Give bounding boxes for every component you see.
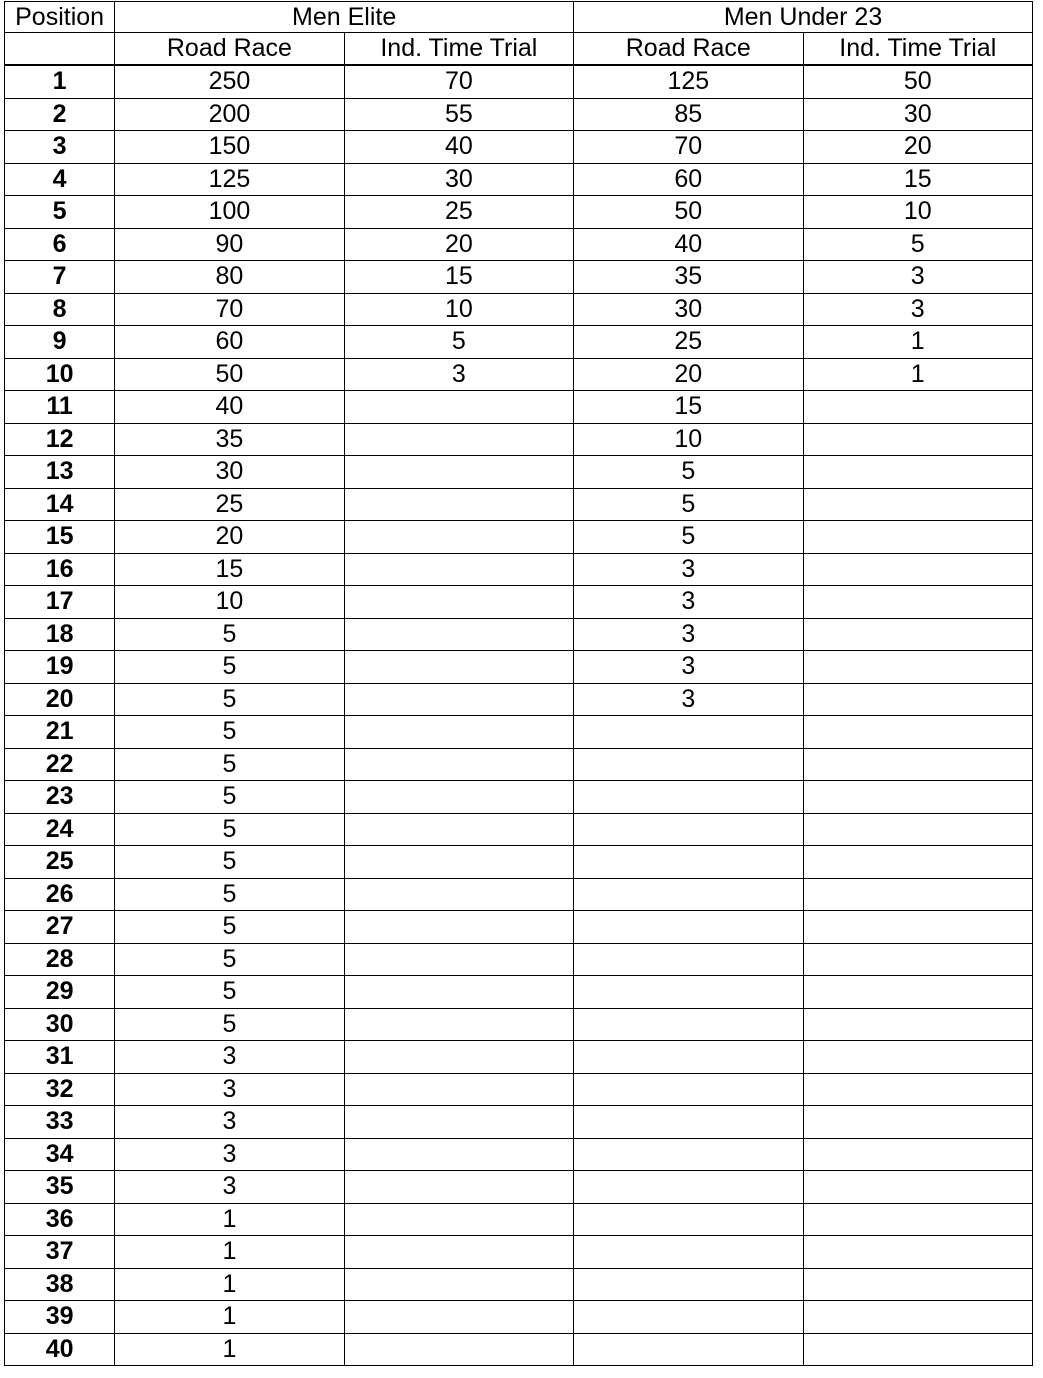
- u23-time-trial-cell: [803, 716, 1032, 749]
- elite-time-trial-cell: 25: [344, 196, 573, 229]
- elite-time-trial-cell: [344, 943, 573, 976]
- u23-road-race-cell: 3: [574, 586, 803, 619]
- position-cell: 37: [5, 1236, 115, 1269]
- u23-road-race-cell: [574, 781, 803, 814]
- u23-time-trial-cell: 1: [803, 358, 1032, 391]
- position-cell: 25: [5, 846, 115, 879]
- elite-road-race-cell: 35: [115, 423, 344, 456]
- elite-time-trial-cell: [344, 586, 573, 619]
- elite-road-race-cell: 5: [115, 683, 344, 716]
- elite-time-trial-cell: [344, 911, 573, 944]
- position-cell: 23: [5, 781, 115, 814]
- header-sub-row: [5, 33, 1033, 66]
- u23-road-race-cell: 5: [574, 521, 803, 554]
- table-row: [5, 163, 1033, 196]
- table-body: [5, 65, 1033, 1366]
- position-cell: 31: [5, 1041, 115, 1074]
- elite-time-trial-cell: [344, 1236, 573, 1269]
- position-cell: 27: [5, 911, 115, 944]
- u23-road-race-cell: [574, 748, 803, 781]
- elite-time-trial-cell: 10: [344, 293, 573, 326]
- elite-time-trial-cell: [344, 1203, 573, 1236]
- u23-road-race-cell: 40: [574, 228, 803, 261]
- table-row: [5, 196, 1033, 229]
- u23-time-trial-cell: [803, 1268, 1032, 1301]
- u23-road-race-cell: 125: [574, 65, 803, 98]
- table-row: [5, 748, 1033, 781]
- u23-time-trial-cell: [803, 813, 1032, 846]
- table-row: [5, 1203, 1033, 1236]
- elite-road-race-cell: 5: [115, 846, 344, 879]
- u23-road-race-cell: 20: [574, 358, 803, 391]
- elite-time-trial-cell: [344, 1073, 573, 1106]
- position-cell: 30: [5, 1008, 115, 1041]
- position-cell: 1: [5, 65, 115, 98]
- position-cell: 38: [5, 1268, 115, 1301]
- elite-road-race-cell: 1: [115, 1333, 344, 1366]
- table-row: [5, 586, 1033, 619]
- u23-road-race-cell: [574, 846, 803, 879]
- u23-time-trial-cell: [803, 1138, 1032, 1171]
- position-cell: 39: [5, 1301, 115, 1334]
- table-row: [5, 98, 1033, 131]
- position-cell: 7: [5, 261, 115, 294]
- table-row: [5, 1333, 1033, 1366]
- u23-road-race-cell: 5: [574, 456, 803, 489]
- u23-time-trial-cell: [803, 1171, 1032, 1204]
- table-row: [5, 976, 1033, 1009]
- table-row: [5, 716, 1033, 749]
- elite-road-race-cell: 150: [115, 131, 344, 164]
- u23-road-race-cell: 10: [574, 423, 803, 456]
- u23-road-race-cell: [574, 1171, 803, 1204]
- position-cell: 4: [5, 163, 115, 196]
- elite-road-race-cell: 25: [115, 488, 344, 521]
- table-row: [5, 781, 1033, 814]
- elite-road-race-cell: 15: [115, 553, 344, 586]
- elite-time-trial-cell: [344, 781, 573, 814]
- u23-time-trial-cell: 20: [803, 131, 1032, 164]
- table-row: [5, 813, 1033, 846]
- u23-road-race-cell: 85: [574, 98, 803, 131]
- elite-time-trial-cell: [344, 456, 573, 489]
- position-cell: 17: [5, 586, 115, 619]
- u23-time-trial-cell: [803, 1333, 1032, 1366]
- elite-time-trial-cell: [344, 1138, 573, 1171]
- u23-time-trial-cell: 10: [803, 196, 1032, 229]
- elite-time-trial-cell: 20: [344, 228, 573, 261]
- elite-time-trial-cell: 40: [344, 131, 573, 164]
- elite-road-race-cell: 5: [115, 748, 344, 781]
- group-header-men-under-23: Men Under 23: [574, 2, 1033, 33]
- u23-time-trial-cell: 15: [803, 163, 1032, 196]
- elite-road-race-cell: 100: [115, 196, 344, 229]
- elite-road-race-cell: 5: [115, 781, 344, 814]
- u23-road-race-cell: [574, 813, 803, 846]
- u23-time-trial-cell: [803, 911, 1032, 944]
- elite-time-trial-cell: [344, 553, 573, 586]
- table-row: [5, 1301, 1033, 1334]
- group-header-men-elite: Men Elite: [115, 2, 574, 33]
- position-cell: 32: [5, 1073, 115, 1106]
- elite-road-race-cell: 1: [115, 1203, 344, 1236]
- elite-road-race-cell: 5: [115, 1008, 344, 1041]
- elite-time-trial-cell: [344, 813, 573, 846]
- position-cell: 20: [5, 683, 115, 716]
- table-row: [5, 228, 1033, 261]
- header-group-row: [5, 2, 1033, 33]
- table-row: [5, 911, 1033, 944]
- position-cell: 12: [5, 423, 115, 456]
- elite-time-trial-cell: [344, 1041, 573, 1074]
- elite-time-trial-cell: [344, 391, 573, 424]
- u23-road-race-cell: 25: [574, 326, 803, 359]
- table-row: [5, 293, 1033, 326]
- elite-time-trial-cell: [344, 846, 573, 879]
- table-row: [5, 391, 1033, 424]
- table-row: [5, 1041, 1033, 1074]
- u23-road-race-cell: [574, 1236, 803, 1269]
- position-header: Position: [5, 2, 115, 33]
- elite-road-race-cell: 30: [115, 456, 344, 489]
- elite-time-trial-cell: 5: [344, 326, 573, 359]
- u23-road-race-cell: 60: [574, 163, 803, 196]
- elite-road-race-cell: 5: [115, 813, 344, 846]
- elite-road-race-cell: 40: [115, 391, 344, 424]
- subheader-elite-time-trial: Ind. Time Trial: [344, 33, 573, 66]
- table-row: [5, 131, 1033, 164]
- table-row: [5, 1106, 1033, 1139]
- u23-time-trial-cell: [803, 1041, 1032, 1074]
- elite-road-race-cell: 1: [115, 1236, 344, 1269]
- elite-road-race-cell: 5: [115, 651, 344, 684]
- table-row: [5, 65, 1033, 98]
- elite-time-trial-cell: [344, 651, 573, 684]
- position-cell: 33: [5, 1106, 115, 1139]
- u23-time-trial-cell: [803, 423, 1032, 456]
- elite-time-trial-cell: [344, 1333, 573, 1366]
- subheader-u23-time-trial: Ind. Time Trial: [803, 33, 1032, 66]
- u23-road-race-cell: [574, 1203, 803, 1236]
- table-row: [5, 651, 1033, 684]
- u23-time-trial-cell: 1: [803, 326, 1032, 359]
- u23-time-trial-cell: [803, 943, 1032, 976]
- elite-time-trial-cell: [344, 1301, 573, 1334]
- u23-road-race-cell: 70: [574, 131, 803, 164]
- u23-time-trial-cell: 30: [803, 98, 1032, 131]
- position-cell: 35: [5, 1171, 115, 1204]
- table-row: [5, 1268, 1033, 1301]
- u23-road-race-cell: 5: [574, 488, 803, 521]
- elite-road-race-cell: 5: [115, 878, 344, 911]
- position-cell: 13: [5, 456, 115, 489]
- position-cell: 3: [5, 131, 115, 164]
- elite-road-race-cell: 3: [115, 1041, 344, 1074]
- elite-road-race-cell: 80: [115, 261, 344, 294]
- elite-road-race-cell: 5: [115, 911, 344, 944]
- table-row: [5, 1236, 1033, 1269]
- position-cell: 15: [5, 521, 115, 554]
- elite-road-race-cell: 60: [115, 326, 344, 359]
- position-cell: 29: [5, 976, 115, 1009]
- table-row: [5, 943, 1033, 976]
- u23-time-trial-cell: [803, 976, 1032, 1009]
- position-cell: 11: [5, 391, 115, 424]
- table-row: [5, 1138, 1033, 1171]
- u23-time-trial-cell: [803, 1106, 1032, 1139]
- elite-time-trial-cell: 15: [344, 261, 573, 294]
- u23-time-trial-cell: 3: [803, 293, 1032, 326]
- u23-road-race-cell: 30: [574, 293, 803, 326]
- elite-time-trial-cell: [344, 716, 573, 749]
- elite-time-trial-cell: [344, 618, 573, 651]
- elite-road-race-cell: 200: [115, 98, 344, 131]
- position-cell: 5: [5, 196, 115, 229]
- u23-time-trial-cell: [803, 391, 1032, 424]
- position-cell: 26: [5, 878, 115, 911]
- u23-time-trial-cell: [803, 586, 1032, 619]
- u23-road-race-cell: [574, 1138, 803, 1171]
- position-cell: 9: [5, 326, 115, 359]
- u23-road-race-cell: [574, 878, 803, 911]
- elite-road-race-cell: 5: [115, 716, 344, 749]
- u23-time-trial-cell: 50: [803, 65, 1032, 98]
- u23-road-race-cell: [574, 1008, 803, 1041]
- table-row: [5, 878, 1033, 911]
- position-cell: 8: [5, 293, 115, 326]
- elite-time-trial-cell: 70: [344, 65, 573, 98]
- table-row: [5, 456, 1033, 489]
- position-cell: 18: [5, 618, 115, 651]
- u23-time-trial-cell: [803, 553, 1032, 586]
- u23-time-trial-cell: [803, 878, 1032, 911]
- u23-time-trial-cell: [803, 488, 1032, 521]
- position-cell: 21: [5, 716, 115, 749]
- position-subheader-empty: [5, 33, 115, 66]
- elite-road-race-cell: 3: [115, 1073, 344, 1106]
- u23-road-race-cell: [574, 1106, 803, 1139]
- position-cell: 19: [5, 651, 115, 684]
- u23-time-trial-cell: [803, 521, 1032, 554]
- elite-time-trial-cell: 55: [344, 98, 573, 131]
- u23-time-trial-cell: [803, 456, 1032, 489]
- u23-road-race-cell: [574, 1041, 803, 1074]
- u23-road-race-cell: 50: [574, 196, 803, 229]
- elite-time-trial-cell: 30: [344, 163, 573, 196]
- elite-time-trial-cell: [344, 521, 573, 554]
- elite-road-race-cell: 20: [115, 521, 344, 554]
- position-cell: 40: [5, 1333, 115, 1366]
- u23-road-race-cell: 3: [574, 683, 803, 716]
- table-row: [5, 1008, 1033, 1041]
- position-cell: 36: [5, 1203, 115, 1236]
- table-row: [5, 326, 1033, 359]
- u23-time-trial-cell: [803, 683, 1032, 716]
- u23-road-race-cell: [574, 1073, 803, 1106]
- table-row: [5, 488, 1033, 521]
- elite-time-trial-cell: [344, 1268, 573, 1301]
- elite-road-race-cell: 3: [115, 1106, 344, 1139]
- u23-road-race-cell: 3: [574, 553, 803, 586]
- elite-time-trial-cell: [344, 878, 573, 911]
- elite-time-trial-cell: [344, 1106, 573, 1139]
- elite-time-trial-cell: [344, 488, 573, 521]
- u23-time-trial-cell: [803, 748, 1032, 781]
- elite-road-race-cell: 1: [115, 1301, 344, 1334]
- elite-road-race-cell: 3: [115, 1138, 344, 1171]
- u23-road-race-cell: 3: [574, 618, 803, 651]
- elite-road-race-cell: 3: [115, 1171, 344, 1204]
- elite-road-race-cell: 90: [115, 228, 344, 261]
- elite-road-race-cell: 70: [115, 293, 344, 326]
- elite-road-race-cell: 1: [115, 1268, 344, 1301]
- table-row: [5, 521, 1033, 554]
- elite-time-trial-cell: [344, 423, 573, 456]
- table-row: [5, 1073, 1033, 1106]
- position-cell: 16: [5, 553, 115, 586]
- u23-time-trial-cell: [803, 1203, 1032, 1236]
- u23-road-race-cell: [574, 943, 803, 976]
- u23-road-race-cell: [574, 1301, 803, 1334]
- points-table: [4, 1, 1033, 1366]
- elite-road-race-cell: 50: [115, 358, 344, 391]
- elite-road-race-cell: 250: [115, 65, 344, 98]
- position-cell: 6: [5, 228, 115, 261]
- elite-time-trial-cell: 3: [344, 358, 573, 391]
- elite-road-race-cell: 10: [115, 586, 344, 619]
- table-row: [5, 683, 1033, 716]
- subheader-u23-road-race: Road Race: [574, 33, 803, 66]
- u23-time-trial-cell: [803, 1073, 1032, 1106]
- u23-time-trial-cell: [803, 1008, 1032, 1041]
- table-row: [5, 423, 1033, 456]
- u23-time-trial-cell: [803, 846, 1032, 879]
- table-row: [5, 553, 1033, 586]
- elite-road-race-cell: 5: [115, 976, 344, 1009]
- position-cell: 2: [5, 98, 115, 131]
- elite-time-trial-cell: [344, 683, 573, 716]
- elite-time-trial-cell: [344, 1171, 573, 1204]
- table-row: [5, 261, 1033, 294]
- u23-time-trial-cell: [803, 618, 1032, 651]
- table-row: [5, 618, 1033, 651]
- u23-road-race-cell: [574, 976, 803, 1009]
- u23-time-trial-cell: [803, 1301, 1032, 1334]
- u23-time-trial-cell: [803, 1236, 1032, 1269]
- elite-time-trial-cell: [344, 976, 573, 1009]
- u23-road-race-cell: [574, 911, 803, 944]
- table-row: [5, 846, 1033, 879]
- position-cell: 28: [5, 943, 115, 976]
- table-row: [5, 1171, 1033, 1204]
- u23-time-trial-cell: [803, 781, 1032, 814]
- table-row: [5, 358, 1033, 391]
- u23-time-trial-cell: [803, 651, 1032, 684]
- position-cell: 14: [5, 488, 115, 521]
- elite-time-trial-cell: [344, 1008, 573, 1041]
- position-cell: 24: [5, 813, 115, 846]
- u23-time-trial-cell: 5: [803, 228, 1032, 261]
- elite-road-race-cell: 5: [115, 618, 344, 651]
- position-cell: 34: [5, 1138, 115, 1171]
- u23-road-race-cell: [574, 1268, 803, 1301]
- subheader-elite-road-race: Road Race: [115, 33, 344, 66]
- u23-road-race-cell: [574, 1333, 803, 1366]
- elite-road-race-cell: 5: [115, 943, 344, 976]
- position-cell: 22: [5, 748, 115, 781]
- position-cell: 10: [5, 358, 115, 391]
- u23-road-race-cell: 3: [574, 651, 803, 684]
- u23-road-race-cell: 35: [574, 261, 803, 294]
- elite-road-race-cell: 125: [115, 163, 344, 196]
- u23-road-race-cell: [574, 716, 803, 749]
- u23-time-trial-cell: 3: [803, 261, 1032, 294]
- u23-road-race-cell: 15: [574, 391, 803, 424]
- elite-time-trial-cell: [344, 748, 573, 781]
